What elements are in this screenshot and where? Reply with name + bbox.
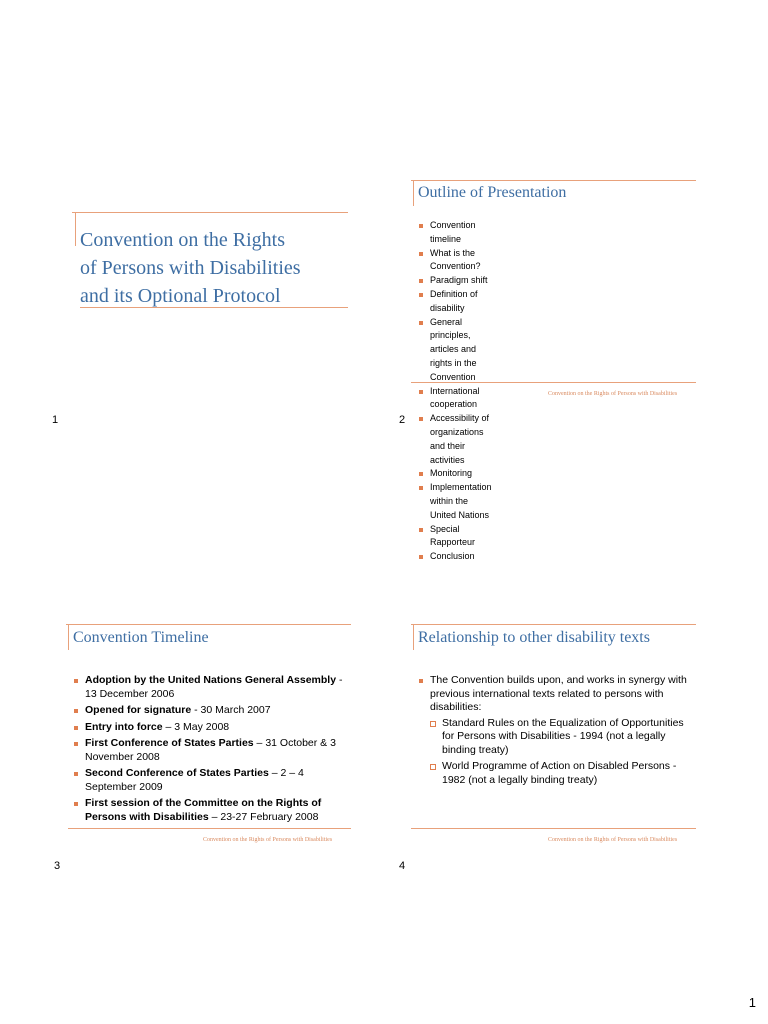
timeline-event: First Conference of States Parties — [85, 737, 254, 749]
timeline-event: First session of the Committee on the Rights of Persons with Disabilities — [85, 797, 322, 823]
timeline-event: Opened for signature — [85, 704, 192, 716]
list-item — [430, 412, 492, 467]
list-item-text: International cooperation — [430, 385, 480, 410]
list-item — [430, 523, 492, 551]
slide-3-title: Convention Timeline — [73, 629, 209, 646]
list-item — [85, 704, 353, 718]
hollow-square-bullet-icon — [430, 764, 436, 770]
list-item — [430, 467, 492, 481]
list-item-text: Monitoring — [430, 468, 473, 479]
timeline-event: Second Conference of States Parties — [85, 767, 269, 779]
footer-rule — [68, 828, 351, 829]
title-top-rule — [66, 624, 351, 625]
bullet-square-icon — [74, 772, 78, 776]
slide-2-title: Outline of Presentation — [418, 184, 567, 201]
relationship-list — [430, 674, 692, 790]
list-item-text: Standard Rules on the Equalization of Opportunities for Persons with Disabilities - 1994 (not a legally binding treaty) — [442, 716, 684, 756]
list-item — [430, 274, 492, 288]
bullet-square-icon — [419, 321, 423, 325]
title-top-rule — [411, 180, 696, 181]
bullet-square-icon — [419, 679, 423, 683]
bullet-square-icon — [74, 742, 78, 746]
bullet-square-icon — [419, 279, 423, 283]
list-item-text: Convention timeline — [430, 220, 476, 244]
timeline-date: - 30 March 2007 — [191, 704, 271, 716]
timeline-date: – 31 October & 3 November 2008 — [85, 737, 336, 763]
list-item — [430, 550, 492, 564]
timeline-list — [85, 674, 353, 827]
slide-1-title — [80, 226, 301, 310]
bullet-square-icon — [419, 528, 423, 532]
slide-number: 4 — [399, 860, 406, 872]
list-item — [430, 674, 692, 787]
bullet-square-icon — [419, 417, 423, 421]
title-left-rule — [75, 212, 76, 246]
list-item-text: General principles, articles and rights in the Convention — [430, 316, 477, 382]
list-item — [442, 717, 692, 758]
bullet-square-icon — [419, 390, 423, 394]
timeline-date: – 3 May 2008 — [162, 720, 230, 733]
bullet-square-icon — [419, 472, 423, 476]
list-item — [430, 288, 492, 316]
title-left-rule — [68, 624, 69, 650]
list-item — [430, 247, 492, 275]
related-texts-list — [442, 717, 692, 788]
bullet-square-icon — [74, 802, 78, 806]
relationship-intro: The Convention builds upon, and works in synergy with previous international texts related to persons with disabilities: — [430, 674, 687, 713]
list-item — [430, 385, 492, 413]
bullet-square-icon — [74, 726, 78, 730]
bullet-square-icon — [74, 679, 78, 683]
outline-list — [430, 219, 492, 564]
bullet-square-icon — [419, 555, 423, 559]
list-item-text: Accessibility of organizations and their activities — [430, 413, 490, 465]
list-item-text: What is the Convention? — [430, 247, 481, 272]
list-item — [85, 767, 353, 794]
timeline-event: Adoption by the United Nations General Assembly — [85, 674, 337, 686]
list-item — [430, 316, 492, 385]
slide-number: 1 — [52, 414, 59, 426]
bullet-square-icon — [419, 252, 423, 256]
list-item-text: Definition of disability — [430, 288, 478, 313]
timeline-date: – 2 – 4 September 2009 — [85, 767, 304, 793]
timeline-date: - 13 December 2006 — [85, 674, 343, 700]
page-number: 1 — [748, 995, 756, 1010]
bullet-square-icon — [419, 486, 423, 490]
bullet-square-icon — [419, 224, 423, 228]
list-item-text: World Programme of Action on Disabled Persons - 1982 (not a legally binding treaty) — [442, 760, 677, 786]
title-left-rule — [413, 180, 414, 206]
timeline-date: – 23-27 February 2008 — [208, 810, 319, 823]
list-item-text: Paradigm shift — [430, 275, 488, 286]
footer-rule — [411, 828, 696, 829]
bullet-square-icon — [419, 293, 423, 297]
list-item — [430, 481, 492, 522]
bullet-square-icon — [74, 709, 78, 713]
title-top-rule — [72, 212, 348, 213]
list-item-text: Conclusion — [430, 551, 475, 562]
list-item — [85, 721, 353, 735]
list-item — [85, 737, 353, 764]
slide-footer: Convention on the Rights of Persons with Disabilities — [548, 837, 678, 843]
slide-footer: Convention on the Rights of Persons with Disabilities — [203, 837, 333, 843]
slide-number: 2 — [399, 414, 406, 426]
list-item — [430, 219, 492, 247]
hollow-square-bullet-icon — [430, 721, 436, 727]
slide-number: 3 — [54, 860, 61, 872]
title-bottom-rule — [80, 307, 348, 308]
title-line: and its Optional Protocol — [80, 285, 281, 307]
list-item-text: Special Rapporteur — [430, 523, 476, 548]
title-line: Convention on the Rights — [80, 229, 285, 251]
list-item-text: Implementation within the United Nations — [430, 482, 492, 520]
title-line: of Persons with Disabilities — [80, 257, 301, 279]
list-item — [442, 760, 692, 787]
list-item — [85, 797, 353, 824]
title-top-rule — [411, 624, 696, 625]
slide-4-title: Relationship to other disability texts — [418, 629, 650, 646]
footer-rule — [411, 382, 696, 383]
timeline-event: Entry into force — [85, 720, 163, 733]
slide-footer: Convention on the Rights of Persons with Disabilities — [548, 391, 678, 397]
list-item — [85, 674, 353, 701]
title-left-rule — [413, 624, 414, 650]
